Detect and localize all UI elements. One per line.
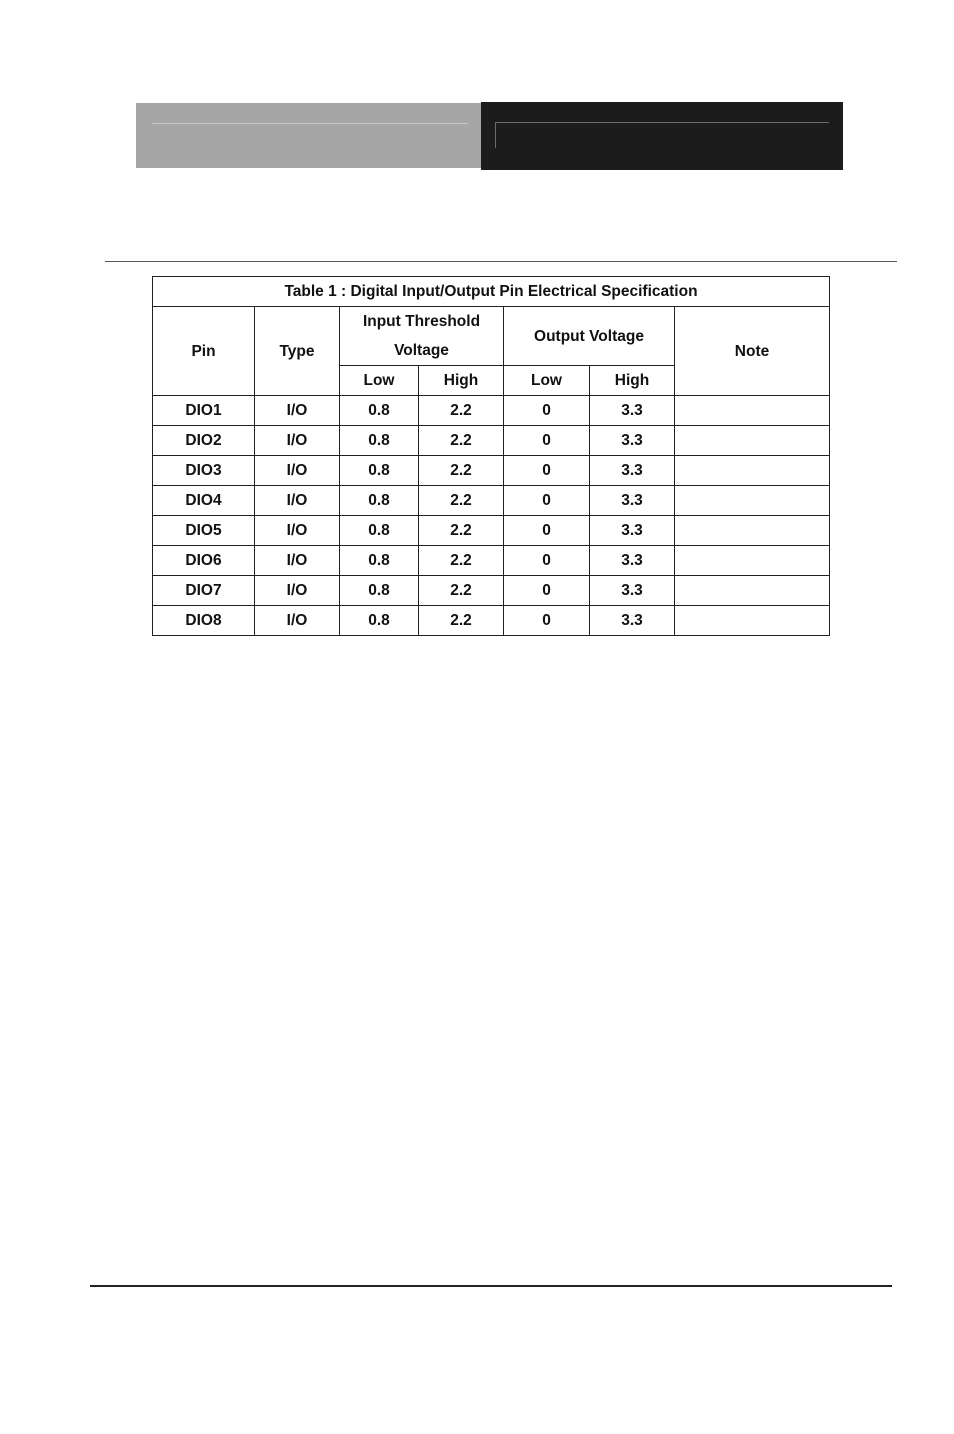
cell-out-low: 0 xyxy=(504,606,590,636)
banner-frame xyxy=(495,122,829,148)
caption-row xyxy=(153,277,830,307)
cell-out-low: 0 xyxy=(504,576,590,606)
header-input-threshold-line2: Voltage xyxy=(394,342,449,359)
cell-out-high: 3.3 xyxy=(590,606,675,636)
cell-out-high: 3.3 xyxy=(590,516,675,546)
header-output-high: High xyxy=(590,366,675,396)
cell-type: I/O xyxy=(255,486,340,516)
header-input-high: High xyxy=(419,366,504,396)
cell-in-high: 2.2 xyxy=(419,576,504,606)
cell-in-high: 2.2 xyxy=(419,426,504,456)
cell-note xyxy=(675,486,830,516)
table-row xyxy=(153,456,830,486)
cell-in-low: 0.8 xyxy=(340,546,419,576)
cell-pin: DIO1 xyxy=(153,396,255,426)
cell-note xyxy=(675,396,830,426)
header-output-voltage: Output Voltage xyxy=(504,307,675,366)
cell-note xyxy=(675,606,830,636)
cell-out-high: 3.3 xyxy=(590,396,675,426)
cell-pin: DIO4 xyxy=(153,486,255,516)
cell-type: I/O xyxy=(255,426,340,456)
cell-out-low: 0 xyxy=(504,486,590,516)
cell-out-low: 0 xyxy=(504,426,590,456)
cell-note xyxy=(675,426,830,456)
header-banner-left xyxy=(136,103,481,168)
cell-note xyxy=(675,456,830,486)
cell-type: I/O xyxy=(255,456,340,486)
cell-in-high: 2.2 xyxy=(419,486,504,516)
cell-pin: DIO2 xyxy=(153,426,255,456)
cell-in-low: 0.8 xyxy=(340,576,419,606)
table-row xyxy=(153,606,830,636)
bottom-rule xyxy=(90,1285,892,1287)
cell-type: I/O xyxy=(255,546,340,576)
dio-spec-table xyxy=(152,276,830,636)
cell-type: I/O xyxy=(255,576,340,606)
cell-note xyxy=(675,546,830,576)
cell-out-high: 3.3 xyxy=(590,576,675,606)
cell-in-low: 0.8 xyxy=(340,456,419,486)
header-banner-right xyxy=(481,102,843,170)
cell-out-high: 3.3 xyxy=(590,426,675,456)
top-rule xyxy=(105,261,897,262)
cell-note xyxy=(675,576,830,606)
cell-in-low: 0.8 xyxy=(340,516,419,546)
table-row xyxy=(153,396,830,426)
cell-type: I/O xyxy=(255,396,340,426)
header-pin: Pin xyxy=(153,307,255,396)
cell-type: I/O xyxy=(255,516,340,546)
cell-in-high: 2.2 xyxy=(419,546,504,576)
cell-out-high: 3.3 xyxy=(590,486,675,516)
cell-out-high: 3.3 xyxy=(590,456,675,486)
cell-in-low: 0.8 xyxy=(340,606,419,636)
cell-in-high: 2.2 xyxy=(419,606,504,636)
cell-pin: DIO3 xyxy=(153,456,255,486)
cell-type: I/O xyxy=(255,606,340,636)
cell-in-low: 0.8 xyxy=(340,426,419,456)
header-output-low: Low xyxy=(504,366,590,396)
table-row xyxy=(153,516,830,546)
header-input-threshold xyxy=(340,307,504,366)
table-row xyxy=(153,546,830,576)
cell-out-low: 0 xyxy=(504,516,590,546)
cell-pin: DIO7 xyxy=(153,576,255,606)
cell-in-low: 0.8 xyxy=(340,396,419,426)
cell-out-low: 0 xyxy=(504,546,590,576)
header-type: Type xyxy=(255,307,340,396)
cell-pin: DIO5 xyxy=(153,516,255,546)
cell-in-high: 2.2 xyxy=(419,456,504,486)
table-row xyxy=(153,576,830,606)
cell-in-high: 2.2 xyxy=(419,396,504,426)
cell-pin: DIO6 xyxy=(153,546,255,576)
cell-in-high: 2.2 xyxy=(419,516,504,546)
cell-out-low: 0 xyxy=(504,456,590,486)
table-row xyxy=(153,426,830,456)
header-input-threshold-line1: Input Threshold xyxy=(362,313,481,330)
cell-out-high: 3.3 xyxy=(590,546,675,576)
table-row xyxy=(153,486,830,516)
cell-pin: DIO8 xyxy=(153,606,255,636)
banner-divider xyxy=(152,123,468,124)
header-note: Note xyxy=(675,307,830,396)
cell-out-low: 0 xyxy=(504,396,590,426)
header-input-low: Low xyxy=(340,366,419,396)
cell-note xyxy=(675,516,830,546)
cell-in-low: 0.8 xyxy=(340,486,419,516)
table-caption: Table 1 : Digital Input/Output Pin Electrical Specification xyxy=(153,277,830,307)
